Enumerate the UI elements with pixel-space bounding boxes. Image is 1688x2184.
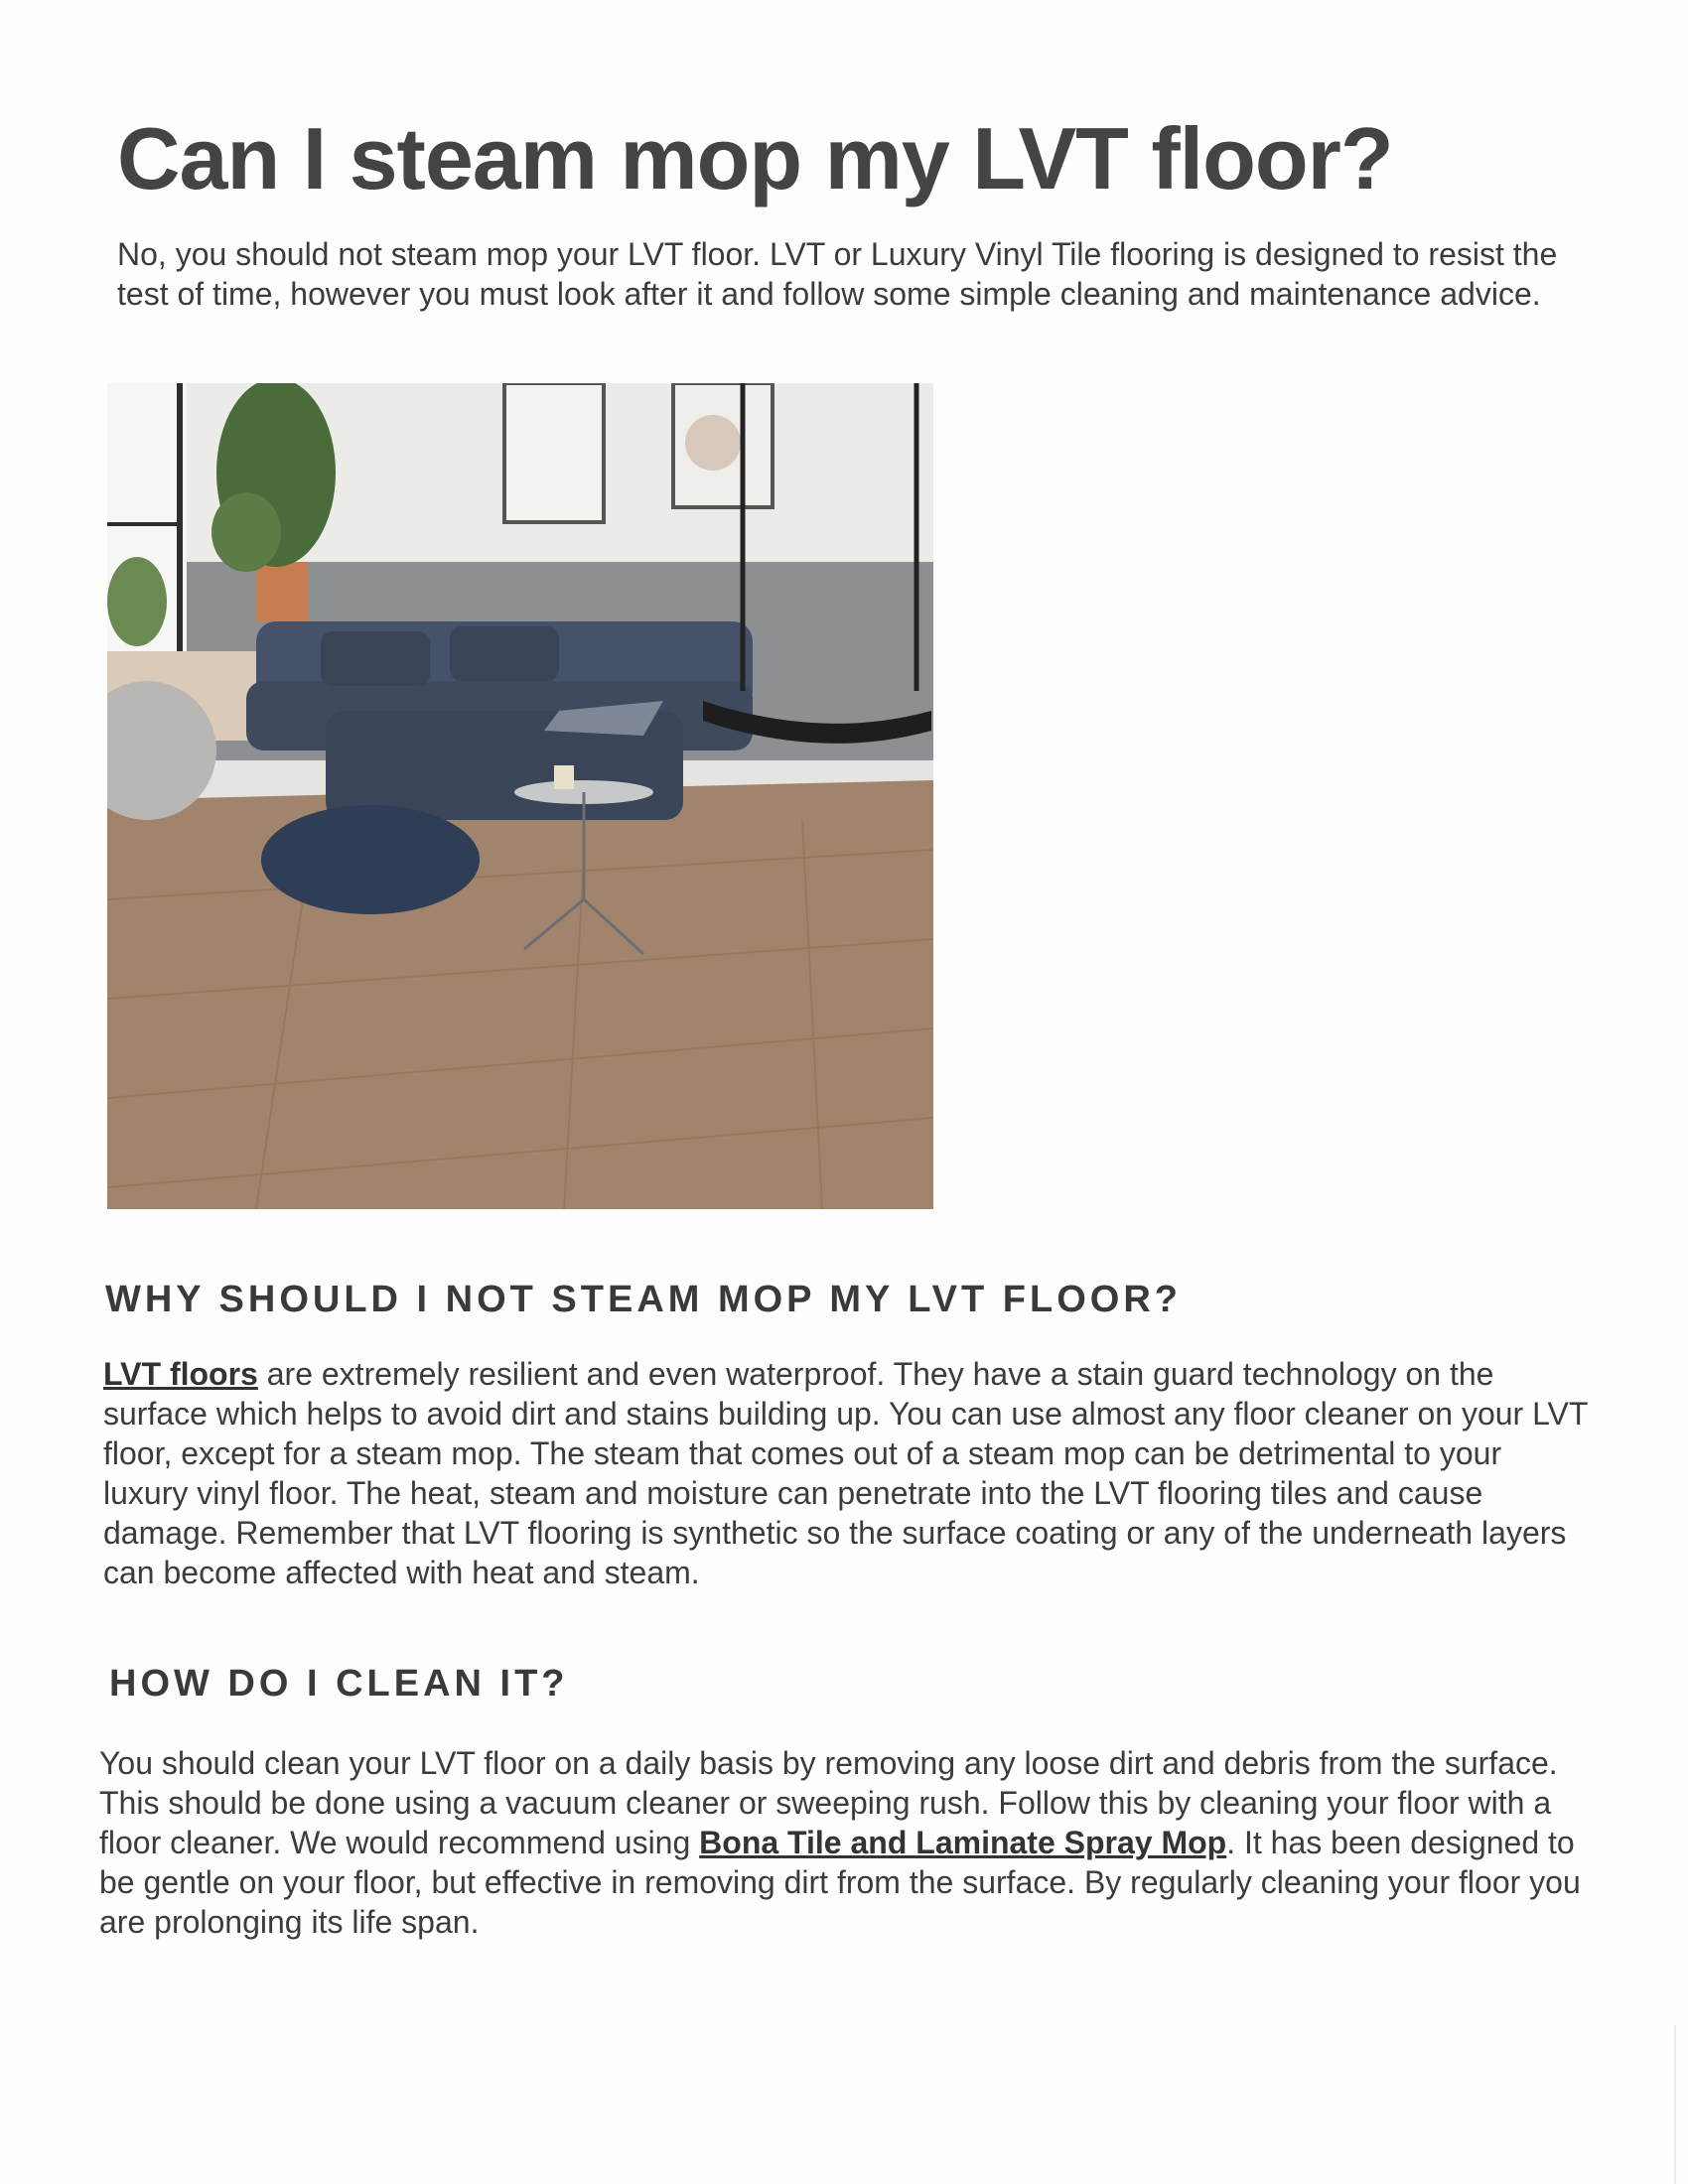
living-room-photo	[107, 383, 933, 1209]
how-paragraph	[99, 1743, 1589, 1942]
how-paragraph-text-start: You should clean your LVT floor on a daily basis by removing any loose dirt and debris from the surface. This should be done using a vacuum cleaner or sweeping rush. Follow this by cleaning your floor with a floor cleaner. We would recommend using	[99, 1745, 1558, 1860]
section-heading-why: WHY SHOULD I NOT STEAM MOP MY LVT FLOOR?	[105, 1279, 1182, 1320]
lvt-floors-link[interactable]: LVT floors	[103, 1356, 258, 1392]
why-paragraph-text: are extremely resilient and even waterproof. They have a stain guard technology on the surface which helps to avoid dirt and stains building up. You can use almost any floor cleaner on your LVT floor, except for a steam mop. The steam that comes out of a steam mop can be detrimental to your luxury vinyl floor. The heat, steam and moisture can penetrate into the LVT flooring tiles and cause damage. Remember that LVT flooring is synthetic so the surface coating or any of the underneath layers can become affected with heat and steam.	[103, 1356, 1588, 1590]
how-paragraph-text-end: . It has been designed to be gentle on your floor, but effective in removing dirt from the surface. By regularly cleaning your floor you are prolonging its life span.	[99, 1825, 1581, 1940]
bona-spray-mop-link[interactable]: Bona Tile and Laminate Spray Mop	[699, 1825, 1227, 1860]
intro-paragraph: No, you should not steam mop your LVT floor. LVT or Luxury Vinyl Tile flooring is designed to resist the test of time, however you must look after it and follow some simple cleaning and maintenance advice.	[117, 236, 1558, 312]
scan-edge-mark	[1674, 2025, 1676, 2184]
section-heading-how: HOW DO I CLEAN IT?	[109, 1663, 569, 1705]
living-room-illustration	[107, 383, 933, 1209]
page-title: Can I steam mop my LVT floor?	[117, 109, 1393, 207]
why-paragraph	[103, 1354, 1593, 1592]
